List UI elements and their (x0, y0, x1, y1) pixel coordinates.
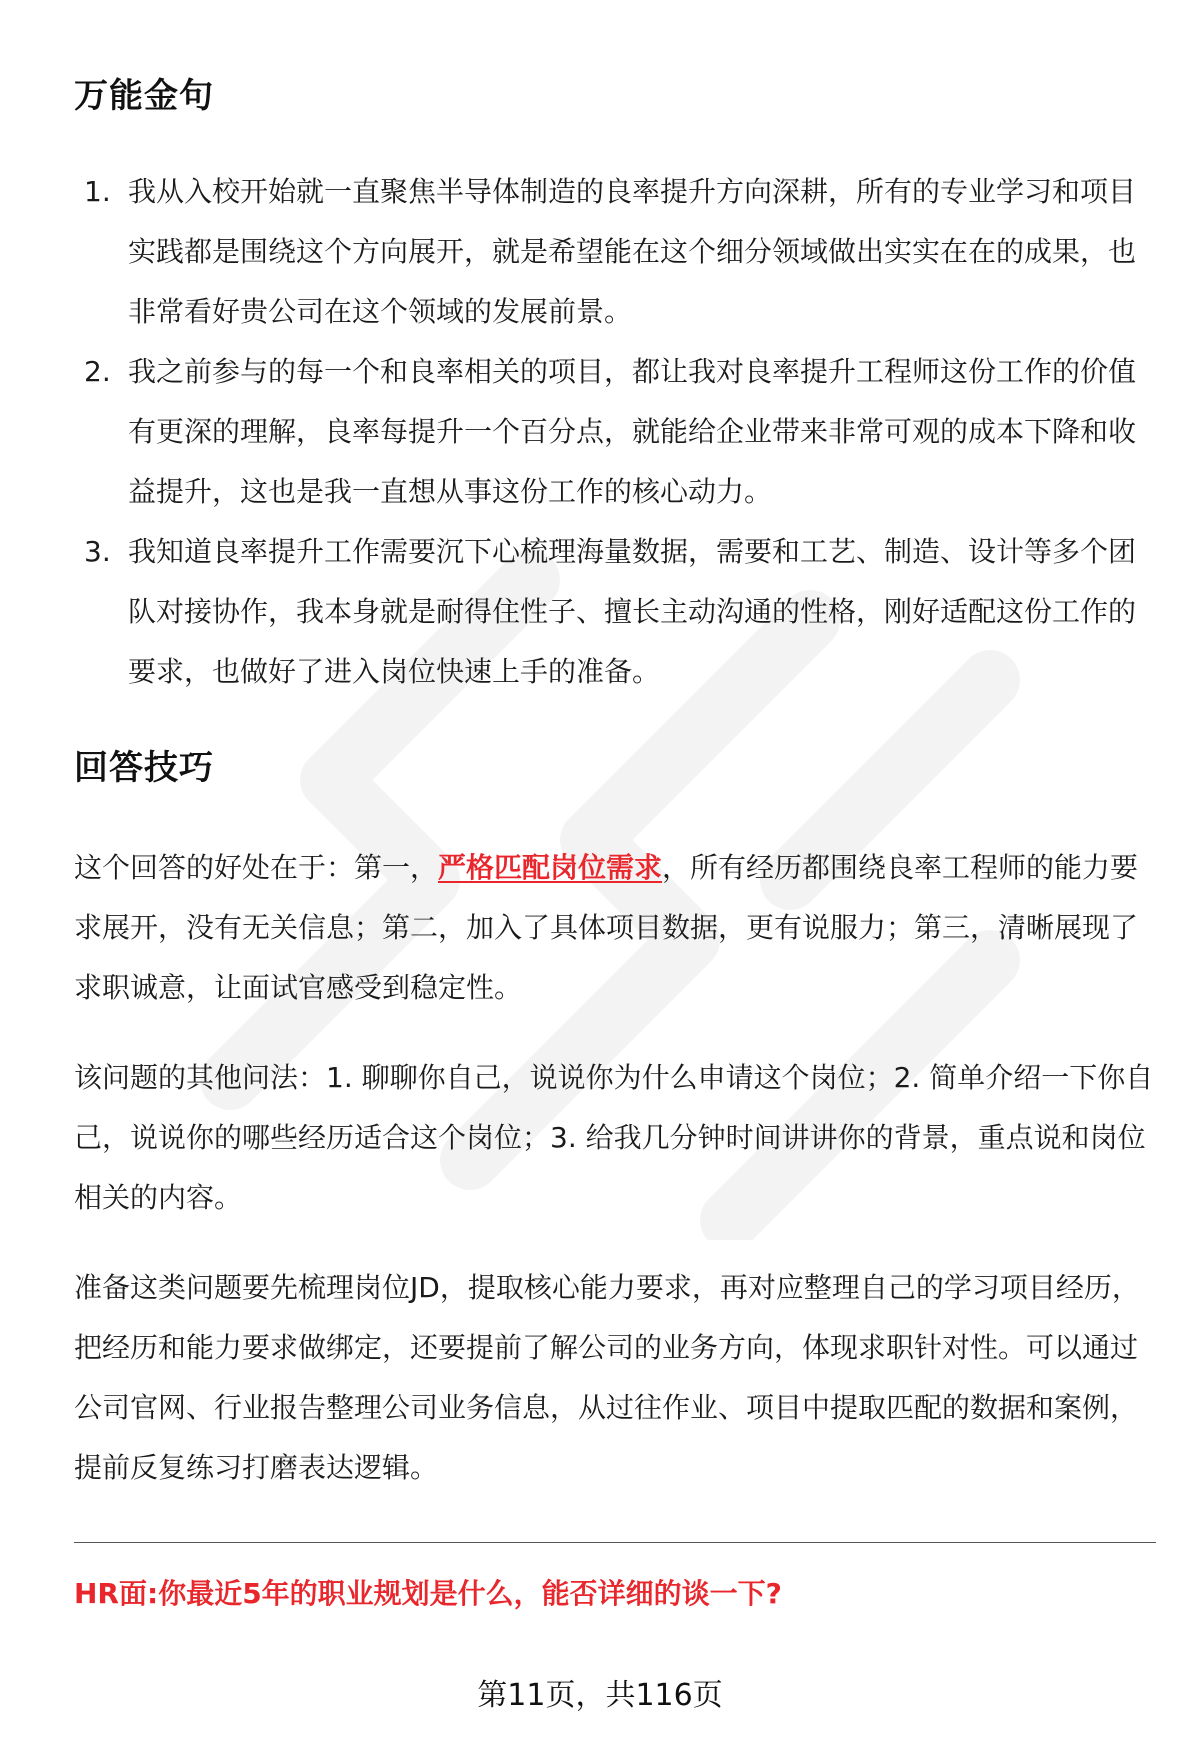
page-number-footer: 第11页，共116页 (477, 1678, 723, 1713)
list-item-number: 3. (84, 535, 111, 568)
list-item-number: 1. (84, 175, 111, 208)
tips-paragraph-alternatives: 该问题的其他问法：1. 聊聊你自己，说说你为什么申请这个岗位；2. 简单介绍一下你自己，说说你的哪些经历适合这个岗位；3. 给我几分钟时间讲讲你的背景，重点说和岗位相关的内容。 (74, 1061, 1154, 1214)
tips-paragraph-benefits-end: ，所有经历都围绕良率工程师的能力要求展开，没有无关信息；第二，加入了具体项目数据，更有说服力；第三，清晰展现了求职诚意，让面试官感受到稳定性。 (74, 851, 1139, 1004)
list-item (74, 162, 1154, 342)
next-question-heading: HR面:你最近5年的职业规划是什么，能否详细的谈一下? (74, 1577, 782, 1610)
golden-phrases-list (74, 162, 1154, 702)
list-item-number: 2. (84, 355, 111, 388)
section-title-answer-tips: 回答技巧 (74, 748, 214, 788)
list-item-text: 我之前参与的每一个和良率相关的项目，都让我对良率提升工程师这份工作的价值有更深的理解，良率每提升一个百分点，就能给企业带来非常可观的成本下降和收益提升，这也是我一直想从事这份工作的核心动力。 (128, 355, 1137, 508)
list-item-text: 我从入校开始就一直聚焦半导体制造的良率提升方向深耕，所有的专业学习和项目实践都是围绕这个方向展开，就是希望能在这个细分领域做出实实在在的成果，也非常看好贵公司在这个领域的发展前景。 (128, 175, 1137, 328)
tips-paragraph-preparation: 准备这类问题要先梳理岗位JD，提取核心能力要求，再对应整理自己的学习项目经历，把经历和能力要求做绑定，还要提前了解公司的业务方向，体现求职针对性。可以通过公司官网、行业报告整理公司业务信息，从过往作业、项目中提取匹配的数据和案例，提前反复练习打磨表达逻辑。 (74, 1271, 1140, 1484)
list-item (74, 342, 1154, 522)
highlight-text: 严格匹配岗位需求 (438, 851, 663, 884)
section-divider (74, 1542, 1156, 1543)
list-item-text: 我知道良率提升工作需要沉下心梳理海量数据，需要和工艺、制造、设计等多个团队对接协作，我本身就是耐得住性子、擅长主动沟通的性格，刚好适配这份工作的要求，也做好了进入岗位快速上手的准备。 (128, 535, 1137, 688)
list-item (74, 522, 1154, 702)
section-title-golden-phrases: 万能金句 (74, 76, 214, 116)
tips-paragraph-benefits-start: 这个回答的好处在于：第一， (74, 851, 439, 884)
tips-paragraph-benefits (74, 838, 1154, 1018)
